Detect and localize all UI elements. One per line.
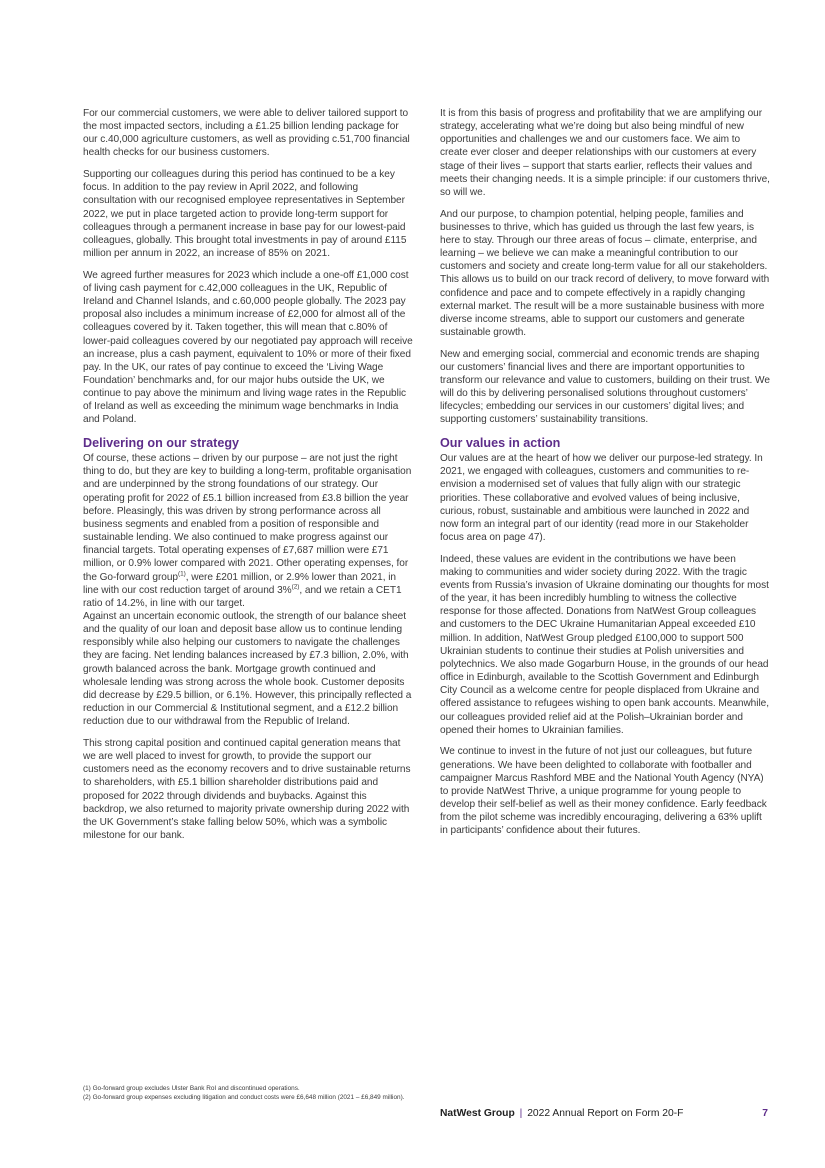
section-heading-values-in-action: Our values in action [440,436,561,451]
footer-separator: | [519,1108,523,1119]
footnote-ref-1: (1) [177,570,186,578]
right-column [440,107,770,846]
paragraph-text: , and we retain a CET1 ratio of 14.2%, in line with our target. [83,584,402,609]
paragraph: It is from this basis of progress and profitability that we are amplifying our strategy, accelerating what we’re doing but also being mindful of new opportunities and challenges we and our customers face. We aim to create ever closer and deeper relationships with our customers at every stage of their lives – support that starts earlier, reflects their values and meets their changing needs. It is a simple principle: if our customers thrive, so will we. [440,108,770,198]
paragraph: Our values are at the heart of how we deliver our purpose-led strategy. In 2021, we engaged with colleagues, customers and communities to re-envision a modernised set of values that fully align with our strategic priorities. These collaborative and evolved values of being inclusive, curious, robust, sustainable and ambitious were launched in 2022 and now form an integral part of our identity (read more in our Stakeholder focus area on page 47). [440,453,763,544]
paragraph: Against an uncertain economic outlook, the strength of our balance sheet and the quality of our loan and deposit base allow us to continue lending responsibly while also helping our customers to navigate the challenges they are facing. Net lending balances increased by £7.3 billion, 2.0%, with growth balanced across the bank. Mortgage growth continued and wholesale lending was strong across the whole book. Customer deposits did decrease by £29.5 billion, or 6.1%. However, this principally reflected a reduction in our Commercial & Institutional segment, and a £12.2 billion reduction due to our withdrawal from the Republic of Ireland. [83,610,412,728]
page-footer [440,1108,770,1119]
paragraph: New and emerging social, commercial and economic trends are shaping our customers’ financial lives and there are important opportunities to transform our relevance and value to customers, building on their trust. We will do this by delivering personalised solutions throughout customers’ lifecycles; embedding our services in our customers’ digital lives; and supporting customers’ sustainability transitions. [440,348,770,426]
paragraph: We continue to invest in the future of not just our colleagues, but future generations. We have been delighted to collaborate with footballer and campaigner Marcus Rashford MBE and the National Youth Agency (NYA) to provide NatWest Thrive, a unique programme for young people to develop their self-belief as well as their money confidence. Early feedback from the pilot scheme was incredibly encouraging, delivering a 63% uplift in participants’ confidence about their futures. [440,746,767,837]
paragraph: This strong capital position and continued capital generation means that we are well placed to invest for growth, to provide the support our customers need as the economy recovers and to drive sustainable returns to shareholders, with £5.1 billion shareholder distributions paid and proposed for 2022 through dividends and buybacks. Against this backdrop, we also returned to majority private ownership during 2022 with the UK Government’s stake falling below 50%, which was a symbolic milestone for our bank. [83,737,411,841]
paragraph [83,452,413,610]
footer-brand: NatWest Group [440,1108,515,1119]
footnotes [83,1085,405,1102]
left-column [83,107,413,851]
paragraph: And our purpose, to champion potential, helping people, families and businesses to thrive, which has guided us through the last few years, is here to stay. Through our three areas of focus – climate, enterprise, and learning – we believe we can make a meaningful contribution to our customers and society and create long-term value for all our stakeholders. This allows us to build on our track record of delivery, to move forward with confidence and pace and to compete effectively in a rapidly changing external market. The result will be a more sustainable business with more diverse income streams, able to support our customers and generate sustainable growth. [440,208,770,338]
footnote-2: (2) Go-forward group expenses excluding litigation and conduct costs were £6,648 million (2021 – £6,849 million). [83,1093,405,1101]
paragraph: Supporting our colleagues during this period has continued to be a key focus. In addition to the pay review in April 2022, and following consultation with our recognised employee representatives in September 2022, we put in place targeted action to provide long-term support for colleagues through a permanent increase in base pay for our lowest-paid colleagues, globally. This brought total investments in pay of around £115 million per annum in 2022, an increase of 85% on 2021. [83,169,407,260]
paragraph-text: , were £201 million, or 2.9% lower than 2021, in line with our cost reduction target of around 3% [83,571,396,596]
paragraph: For our commercial customers, we were able to deliver tailored support to the most impacted sectors, including a £1.25 billion lending package for our c.40,000 agriculture customers, as well as providing c.51,700 financial health checks for our business customers. [83,108,410,159]
footnote-ref-2: (2) [291,583,300,591]
footer-report-title: 2022 Annual Report on Form 20-F [527,1108,684,1119]
section-heading-delivering-strategy: Delivering on our strategy [83,436,240,451]
page-number: 7 [762,1108,768,1119]
footnote-1: (1) Go-forward group excludes Ulster Bank RoI and discontinued operations. [83,1085,300,1092]
paragraph-text: Of course, these actions – driven by our purpose – are not just the right thing to do, but they are key to building a long-term, profitable organisation and are underpinned by the strong foundations of our strategy. Our operating profit for 2022 of £5.1 billion increased from £3.8 billion the year before. Pleasingly, this was driven by strong performance across all business segments and enabled from a position of responsible and sustainable lending. We also continued to make progress against our financial targets. Total operating expenses of £7,687 million were £71 million, or 0.9% lower compared with 2021. Other operating expenses, for the Go-forward group [83,453,412,583]
paragraph: Indeed, these values are evident in the contributions we have been making to communities and wider society during 2022. With the tragic events from Russia’s invasion of Ukraine dominating our thoughts for most of the year, it has been incredibly humbling to witness the collective response for those affected. Donations from NatWest Group colleagues and customers to the DEC Ukraine Humanitarian Appeal exceeded £10 million. In addition, NatWest Group pledged £100,000 to support 500 Ukrainian students to continue their studies at Polish universities and polytechnics. We also made Gogarburn House, in the grounds of our head office in Edinburgh, available to the Scottish Government and Edinburgh City Council as a welcome centre for people displaced from Ukraine and offered assistance to refugees wishing to open bank accounts. Meanwhile, our colleagues provided relief aid at the Polish–Ukrainian border and opened their homes to Ukrainian families. [440,553,769,736]
paragraph: We agreed further measures for 2023 which include a one-off £1,000 cost of living cash payment for c.42,000 colleagues in the UK, Republic of Ireland and Channel Islands, and c.60,000 people globally. The 2023 pay proposal also includes a minimum increase of £2,000 for almost all of the colleagues covered by it. Taken together, this will mean that c.80% of lower-paid colleagues covered by our negotiated pay approach will receive an increase, plus a cash payment, equivalent to 10% or more of their fixed pay. In the UK, our rates of pay continue to exceed the ‘Living Wage Foundation’ benchmarks and, for our major hubs outside the UK, we continue to pay above the minimum and living wage rates in the Republic of Ireland as well as exceeding the minimum wage benchmarks in India and Poland. [83,269,413,426]
